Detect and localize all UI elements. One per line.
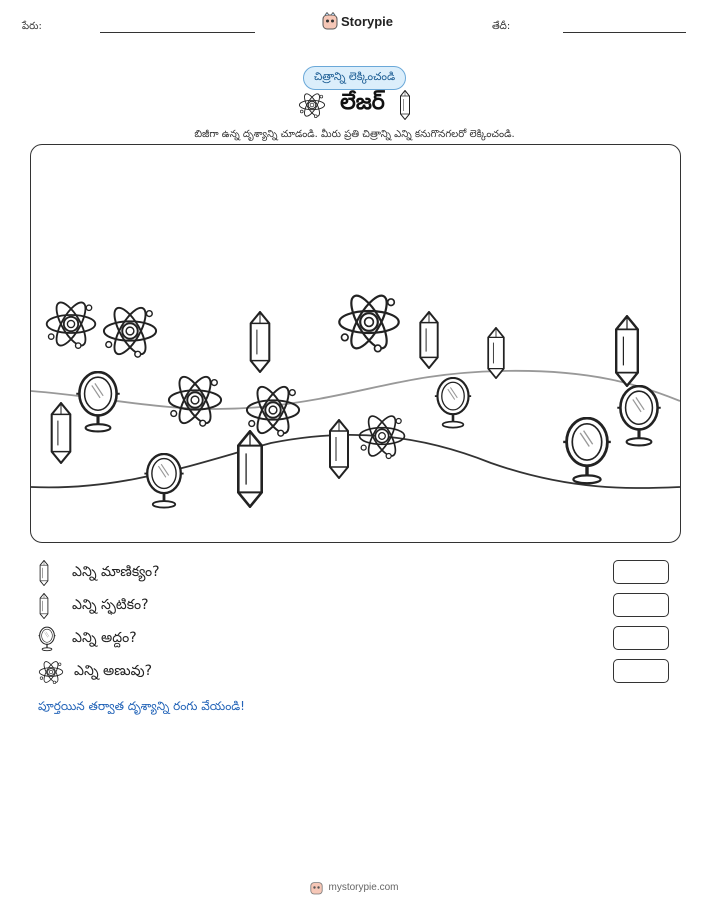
- atom-icon: [47, 298, 96, 349]
- crystal-icon: [38, 593, 50, 619]
- mirror-icon: [144, 454, 183, 508]
- brand-name: Storypie: [341, 13, 394, 29]
- busy-scene: [30, 144, 681, 543]
- question-row: [38, 560, 338, 586]
- crystal-icon: [238, 431, 261, 506]
- mirror-icon: [563, 418, 611, 483]
- mirror-icon: [38, 626, 56, 652]
- ruby-icon: [330, 420, 348, 478]
- ruby-icon: [52, 403, 71, 463]
- crystal-icon: [420, 312, 437, 368]
- crystal-icon: [616, 316, 638, 386]
- question-text: ఎన్ని అద్దం?: [72, 629, 137, 646]
- scene-illustration: [31, 145, 680, 542]
- question-text: ఎన్ని స్ఫటికం?: [72, 596, 149, 613]
- crystal-icon: [251, 312, 270, 372]
- question-text: ఎన్ని అణువు?: [74, 662, 153, 679]
- date-label: తేదీ:: [492, 21, 511, 32]
- color-instruction: పూర్తయిన తర్వాత దృశ్యాన్ని రంగు వేయండి!: [38, 699, 245, 713]
- mirror-icon: [76, 372, 119, 431]
- date-field[interactable]: [563, 32, 686, 33]
- mirror-icon: [435, 378, 471, 428]
- atom-icon: [247, 383, 299, 438]
- footer-url: mystorypie.com: [328, 882, 399, 893]
- atom-icon: [38, 659, 64, 685]
- worksheet-tag: చిత్రాన్ని లెక్కించండి: [303, 66, 406, 90]
- question-text: ఎన్ని మాణిక్యం?: [72, 563, 160, 580]
- answer-box-crystal[interactable]: [613, 593, 669, 617]
- name-field[interactable]: [100, 32, 255, 33]
- storypie-mascot-icon: [310, 880, 323, 895]
- ruby-icon: [38, 560, 50, 586]
- crystal-icon: [399, 90, 411, 120]
- mirror-icon: [617, 386, 660, 445]
- atom-icon: [169, 373, 221, 428]
- footer: [0, 880, 709, 895]
- answer-box-mirror[interactable]: [613, 626, 669, 650]
- question-row: [38, 593, 338, 619]
- storypie-mascot-icon: [322, 12, 338, 30]
- question-row: [38, 659, 338, 685]
- name-label: పేరు:: [22, 21, 42, 32]
- atom-icon: [104, 304, 156, 359]
- page-title: లేజర్: [340, 90, 385, 115]
- answer-box-ruby[interactable]: [613, 560, 669, 584]
- instructions: బిజీగా ఉన్న దృశ్యాన్ని చూడండి. మీరు ప్రతి చిత్రాన్ని ఎన్ని కనుగొనగలరో లెక్కించండి.: [194, 129, 515, 140]
- brand-logo: [322, 12, 393, 30]
- atom-icon: [339, 291, 398, 353]
- answer-box-atom[interactable]: [613, 659, 669, 683]
- ruby-icon: [488, 328, 504, 378]
- atom-icon: [298, 91, 326, 119]
- question-row: [38, 626, 338, 652]
